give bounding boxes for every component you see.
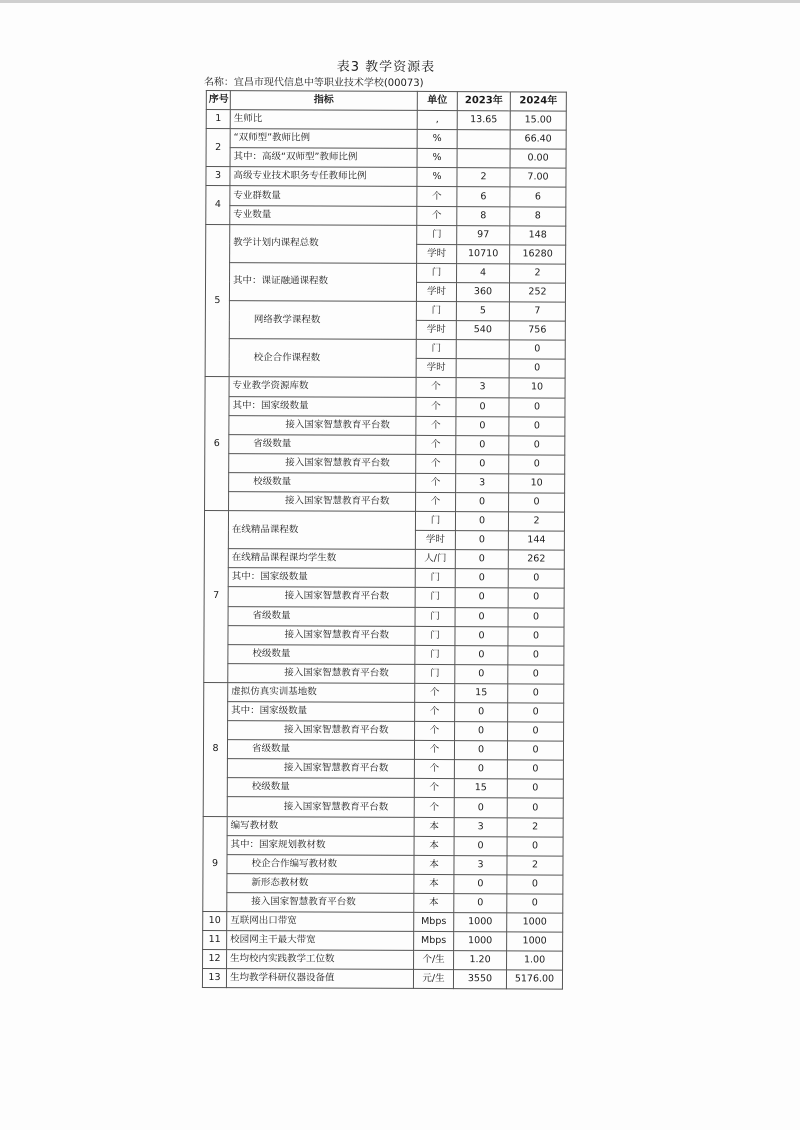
unit-cell: 个 [416, 454, 456, 473]
value-2023-cell: 4 [457, 263, 510, 282]
value-2023-cell: 13.65 [457, 111, 510, 130]
unit-cell: 本 [414, 817, 454, 836]
value-2023-cell: 3 [454, 817, 507, 836]
value-2024-cell: 1.00 [507, 951, 563, 970]
unit-cell: 个/生 [414, 951, 454, 970]
value-2024-cell: 1000 [507, 913, 563, 932]
value-2023-cell: 15 [454, 779, 507, 798]
unit-cell: 门 [415, 626, 455, 645]
indicator-cell: 接入国家智慧教育平台数 [229, 415, 416, 435]
value-2023-cell: 0 [454, 741, 507, 760]
header-unit: 单位 [417, 91, 457, 110]
unit-cell: 个 [414, 741, 454, 760]
value-2024-cell: 0 [508, 607, 564, 626]
seq-cell: 10 [203, 912, 227, 931]
value-2023-cell: 0 [456, 416, 509, 435]
header-2024: 2024年 [510, 92, 566, 111]
unit-cell: 个 [414, 779, 454, 798]
value-2024-cell: 7 [509, 302, 565, 321]
indicator-cell: 新形态教材数 [227, 873, 414, 893]
unit-cell: Mbps [414, 932, 454, 951]
value-2024-cell: 0 [508, 588, 564, 607]
value-2024-cell: 0 [507, 779, 563, 798]
table-row [204, 568, 564, 589]
unit-cell: 门 [417, 263, 457, 282]
indicator-cell: 省级数量 [228, 606, 415, 626]
value-2023-cell [457, 130, 510, 149]
value-2023-cell: 0 [455, 626, 508, 645]
indicator-cell: 接入国家智慧教育平台数 [229, 453, 416, 473]
seq-cell: 12 [203, 950, 227, 969]
indicator-cell: 生师比 [230, 110, 417, 130]
value-2023-cell: 0 [455, 512, 508, 531]
value-2024-cell: 1000 [507, 932, 563, 951]
value-2024-cell: 0 [508, 684, 564, 703]
header-indicator: 指标 [230, 91, 417, 111]
value-2024-cell: 7.00 [510, 168, 566, 187]
value-2023-cell: 0 [455, 588, 508, 607]
value-2024-cell: 756 [509, 321, 565, 340]
unit-cell: 学时 [416, 359, 456, 378]
indicator-cell: 校企合作编写教材数 [227, 854, 414, 874]
table-row [203, 835, 563, 856]
value-2024-cell: 2 [507, 817, 563, 836]
unit-cell: 本 [414, 836, 454, 855]
value-2024-cell: 0 [509, 359, 565, 378]
table-row [205, 434, 565, 455]
value-2024-cell: 262 [508, 550, 564, 569]
table-row [204, 606, 564, 627]
value-2024-cell: 0 [508, 569, 564, 588]
value-2023-cell: 360 [456, 283, 509, 302]
table-row [205, 396, 565, 417]
table-row [206, 205, 566, 226]
indicator-cell: 虚拟仿真实训基地数 [228, 683, 415, 703]
seq-cell: 1 [206, 110, 230, 129]
value-2023-cell: 3 [456, 473, 509, 492]
unit-cell: % [417, 168, 457, 187]
value-2023-cell: 0 [455, 722, 508, 741]
value-2024-cell: 10 [509, 378, 565, 397]
table-row [204, 644, 564, 665]
seq-cell: 6 [205, 377, 230, 511]
unit-cell: 个 [417, 187, 457, 206]
table-row [203, 759, 563, 780]
seq-cell: 2 [206, 129, 230, 167]
unit-cell: 个 [415, 683, 455, 702]
table-row [203, 892, 563, 913]
table-row [203, 912, 563, 933]
value-2023-cell: 0 [454, 836, 507, 855]
indicator-cell: 接入国家智慧教育平台数 [228, 663, 415, 683]
seq-cell: 13 [202, 969, 226, 988]
value-2023-cell: 8 [457, 206, 510, 225]
value-2024-cell: 144 [508, 531, 564, 550]
value-2023-cell [456, 359, 509, 378]
table-row [205, 415, 565, 436]
table-row [203, 950, 563, 971]
value-2024-cell: 0.00 [510, 149, 566, 168]
table-row [204, 511, 564, 532]
header-seq: 序号 [206, 91, 230, 110]
value-2024-cell: 0 [509, 493, 565, 512]
unit-cell: 学时 [417, 244, 457, 263]
seq-cell: 5 [205, 224, 230, 377]
indicator-cell: 其中：国家级数量 [229, 396, 416, 416]
table-row [206, 110, 566, 131]
unit-cell: 门 [415, 607, 455, 626]
unit-cell: 本 [414, 893, 454, 912]
indicator-cell: 高级专业技术职务专任教师比例 [230, 167, 417, 187]
value-2023-cell: 0 [456, 454, 509, 473]
value-2023-cell: 0 [454, 894, 507, 913]
unit-cell: 个 [417, 206, 457, 225]
unit-cell: 门 [415, 645, 455, 664]
value-2023-cell: 0 [454, 798, 507, 817]
value-2024-cell: 6 [510, 187, 566, 206]
indicator-cell: 校级数量 [228, 644, 415, 664]
table-row [203, 816, 563, 837]
seq-cell: 4 [206, 186, 230, 224]
value-2023-cell: 0 [455, 645, 508, 664]
value-2024-cell: 0 [508, 703, 564, 722]
seq-cell: 11 [203, 931, 227, 950]
value-2024-cell: 252 [509, 283, 565, 302]
value-2023-cell: 10710 [457, 244, 510, 263]
value-2024-cell: 0 [509, 397, 565, 416]
unit-cell: 门 [415, 511, 455, 530]
value-2024-cell: 0 [507, 836, 563, 855]
table-row [203, 797, 563, 818]
unit-cell: 门 [417, 225, 457, 244]
header-2023: 2023年 [457, 92, 510, 111]
resource-table [202, 90, 567, 990]
value-2023-cell: 3550 [453, 970, 506, 989]
table-row [206, 129, 566, 150]
unit-cell: 个 [416, 397, 456, 416]
indicator-cell: 网络教学课程数 [229, 301, 416, 340]
value-2024-cell: 148 [510, 225, 566, 244]
unit-cell: 个 [416, 416, 456, 435]
org-name: 名称：宜昌市现代信息中等职业技术学校(00073) [203, 76, 424, 89]
unit-cell: 个 [416, 378, 456, 397]
unit-cell: % [417, 130, 457, 149]
value-2024-cell: 0 [507, 875, 563, 894]
unit-cell: 学时 [416, 282, 456, 301]
value-2024-cell: 0 [507, 894, 563, 913]
unit-cell: % [417, 149, 457, 168]
value-2023-cell [456, 340, 509, 359]
table-row [205, 301, 565, 322]
table-row [204, 682, 564, 703]
unit-cell: 门 [415, 664, 455, 683]
value-2024-cell: 0 [509, 416, 565, 435]
value-2023-cell: 1.20 [454, 951, 507, 970]
table-row [205, 472, 565, 493]
value-2024-cell: 0 [509, 455, 565, 474]
indicator-cell: 生均教学科研仪器设备值 [226, 969, 413, 989]
unit-cell: , [417, 111, 457, 130]
indicator-cell: 接入国家智慧教育平台数 [227, 893, 414, 913]
value-2024-cell: 16280 [510, 245, 566, 264]
header-row [206, 91, 566, 112]
value-2024-cell: 0 [508, 646, 564, 665]
indicator-cell: 校级数量 [229, 472, 416, 492]
value-2024-cell: 2 [508, 512, 564, 531]
indicator-cell: 省级数量 [227, 740, 414, 760]
value-2023-cell: 0 [456, 435, 509, 454]
value-2024-cell: 15.00 [510, 111, 566, 130]
value-2023-cell: 2 [457, 168, 510, 187]
value-2023-cell: 0 [455, 531, 508, 550]
indicator-cell: 专业群数量 [230, 186, 417, 206]
table-row [205, 377, 565, 398]
unit-cell: 个 [416, 435, 456, 454]
seq-cell: 9 [203, 816, 227, 912]
table-row [205, 453, 565, 474]
indicator-cell: 其中：国家规划教材数 [227, 835, 414, 855]
value-2024-cell: 0 [507, 798, 563, 817]
indicator-cell: 互联网出口带宽 [227, 912, 414, 932]
unit-cell: 个 [415, 702, 455, 721]
value-2024-cell: 0 [509, 436, 565, 455]
unit-cell: 门 [416, 340, 456, 359]
value-2024-cell: 0 [507, 760, 563, 779]
unit-cell: 门 [416, 301, 456, 320]
value-2023-cell: 0 [455, 664, 508, 683]
value-2024-cell: 2 [510, 264, 566, 283]
indicator-cell: 专业数量 [230, 205, 417, 225]
indicator-cell: 编写教材数 [227, 816, 414, 836]
value-2023-cell: 0 [455, 550, 508, 569]
value-2024-cell: 0 [508, 722, 564, 741]
table-row [206, 224, 566, 245]
unit-cell: 门 [415, 569, 455, 588]
value-2024-cell: 8 [510, 206, 566, 225]
value-2023-cell: 0 [456, 397, 509, 416]
indicator-cell: 在线精品课程数 [228, 511, 415, 550]
value-2023-cell: 0 [455, 569, 508, 588]
indicator-cell: 生均校内实践教学工位数 [227, 950, 414, 970]
table-row [203, 740, 563, 761]
value-2023-cell: 6 [457, 187, 510, 206]
unit-cell: 学时 [415, 531, 455, 550]
unit-cell: 学时 [416, 321, 456, 340]
value-2023-cell: 540 [456, 321, 509, 340]
value-2024-cell: 0 [509, 340, 565, 359]
table-row [206, 167, 566, 188]
table-row [205, 491, 565, 512]
unit-cell: 本 [414, 855, 454, 874]
value-2023-cell: 0 [454, 874, 507, 893]
value-2024-cell: 2 [507, 856, 563, 875]
indicator-cell: 省级数量 [229, 434, 416, 454]
table-row [202, 969, 562, 990]
scan-edge [0, 0, 800, 3]
value-2023-cell: 97 [457, 225, 510, 244]
table-row [205, 339, 565, 360]
table-row [206, 148, 566, 169]
unit-cell: Mbps [414, 912, 454, 931]
value-2024-cell: 0 [508, 626, 564, 645]
indicator-cell: 校园网主干最大带宽 [227, 931, 414, 951]
table-row [203, 854, 563, 875]
indicator-cell: 教学计划内课程总数 [230, 224, 417, 263]
unit-cell: 个 [416, 473, 456, 492]
seq-cell: 8 [203, 682, 228, 816]
value-2023-cell: 0 [455, 607, 508, 626]
table-row [203, 931, 563, 952]
table-row [204, 663, 564, 684]
value-2023-cell: 15 [455, 683, 508, 702]
value-2023-cell: 5 [456, 302, 509, 321]
seq-cell: 3 [206, 167, 230, 186]
indicator-cell: 接入国家智慧教育平台数 [227, 797, 414, 817]
table-row [203, 778, 563, 799]
unit-cell: 门 [415, 588, 455, 607]
unit-cell: 个 [414, 760, 454, 779]
value-2024-cell: 0 [507, 741, 563, 760]
indicator-cell: 接入国家智慧教育平台数 [229, 492, 416, 512]
table-row [204, 625, 564, 646]
indicator-cell: 其中：国家级数量 [228, 702, 415, 722]
value-2023-cell: 1000 [454, 913, 507, 932]
value-2023-cell: 0 [454, 760, 507, 779]
value-2023-cell: 3 [454, 855, 507, 874]
unit-cell: 本 [414, 874, 454, 893]
value-2024-cell: 5176.00 [506, 970, 562, 989]
indicator-cell: 其中：高级“双师型”教师比例 [230, 148, 417, 168]
indicator-cell: 其中：课证融通课程数 [229, 262, 416, 301]
table-row [204, 721, 564, 742]
table-title: 表3 教学资源表 [336, 59, 436, 75]
unit-cell: 元/生 [413, 970, 453, 989]
document-sheet [202, 58, 566, 990]
table-body [202, 110, 566, 990]
table-row [206, 186, 566, 207]
table-row [206, 262, 566, 283]
unit-cell: 个 [415, 722, 455, 741]
unit-cell: 个 [416, 492, 456, 511]
value-2023-cell: 0 [455, 703, 508, 722]
indicator-cell: 校企合作课程数 [229, 339, 416, 378]
value-2024-cell: 66.40 [510, 130, 566, 149]
value-2023-cell: 3 [456, 378, 509, 397]
seq-cell: 7 [204, 511, 229, 683]
indicator-cell: 接入国家智慧教育平台数 [228, 625, 415, 645]
value-2023-cell: 1000 [454, 932, 507, 951]
value-2023-cell [457, 149, 510, 168]
indicator-cell: “双师型”教师比例 [230, 129, 417, 149]
table-row [204, 587, 564, 608]
indicator-cell: 其中：国家级数量 [228, 568, 415, 588]
value-2024-cell: 0 [508, 665, 564, 684]
table-row [204, 549, 564, 570]
table-row [204, 701, 564, 722]
table-row [203, 873, 563, 894]
value-2024-cell: 10 [509, 474, 565, 493]
indicator-cell: 专业教学资源库数 [229, 377, 416, 397]
indicator-cell: 在线精品课程课均学生数 [228, 549, 415, 569]
indicator-cell: 接入国家智慧教育平台数 [228, 721, 415, 741]
value-2023-cell: 0 [456, 493, 509, 512]
unit-cell: 个 [414, 798, 454, 817]
indicator-cell: 接入国家智慧教育平台数 [227, 759, 414, 779]
indicator-cell: 校级数量 [227, 778, 414, 798]
indicator-cell: 接入国家智慧教育平台数 [228, 587, 415, 607]
unit-cell: 人/门 [415, 550, 455, 569]
